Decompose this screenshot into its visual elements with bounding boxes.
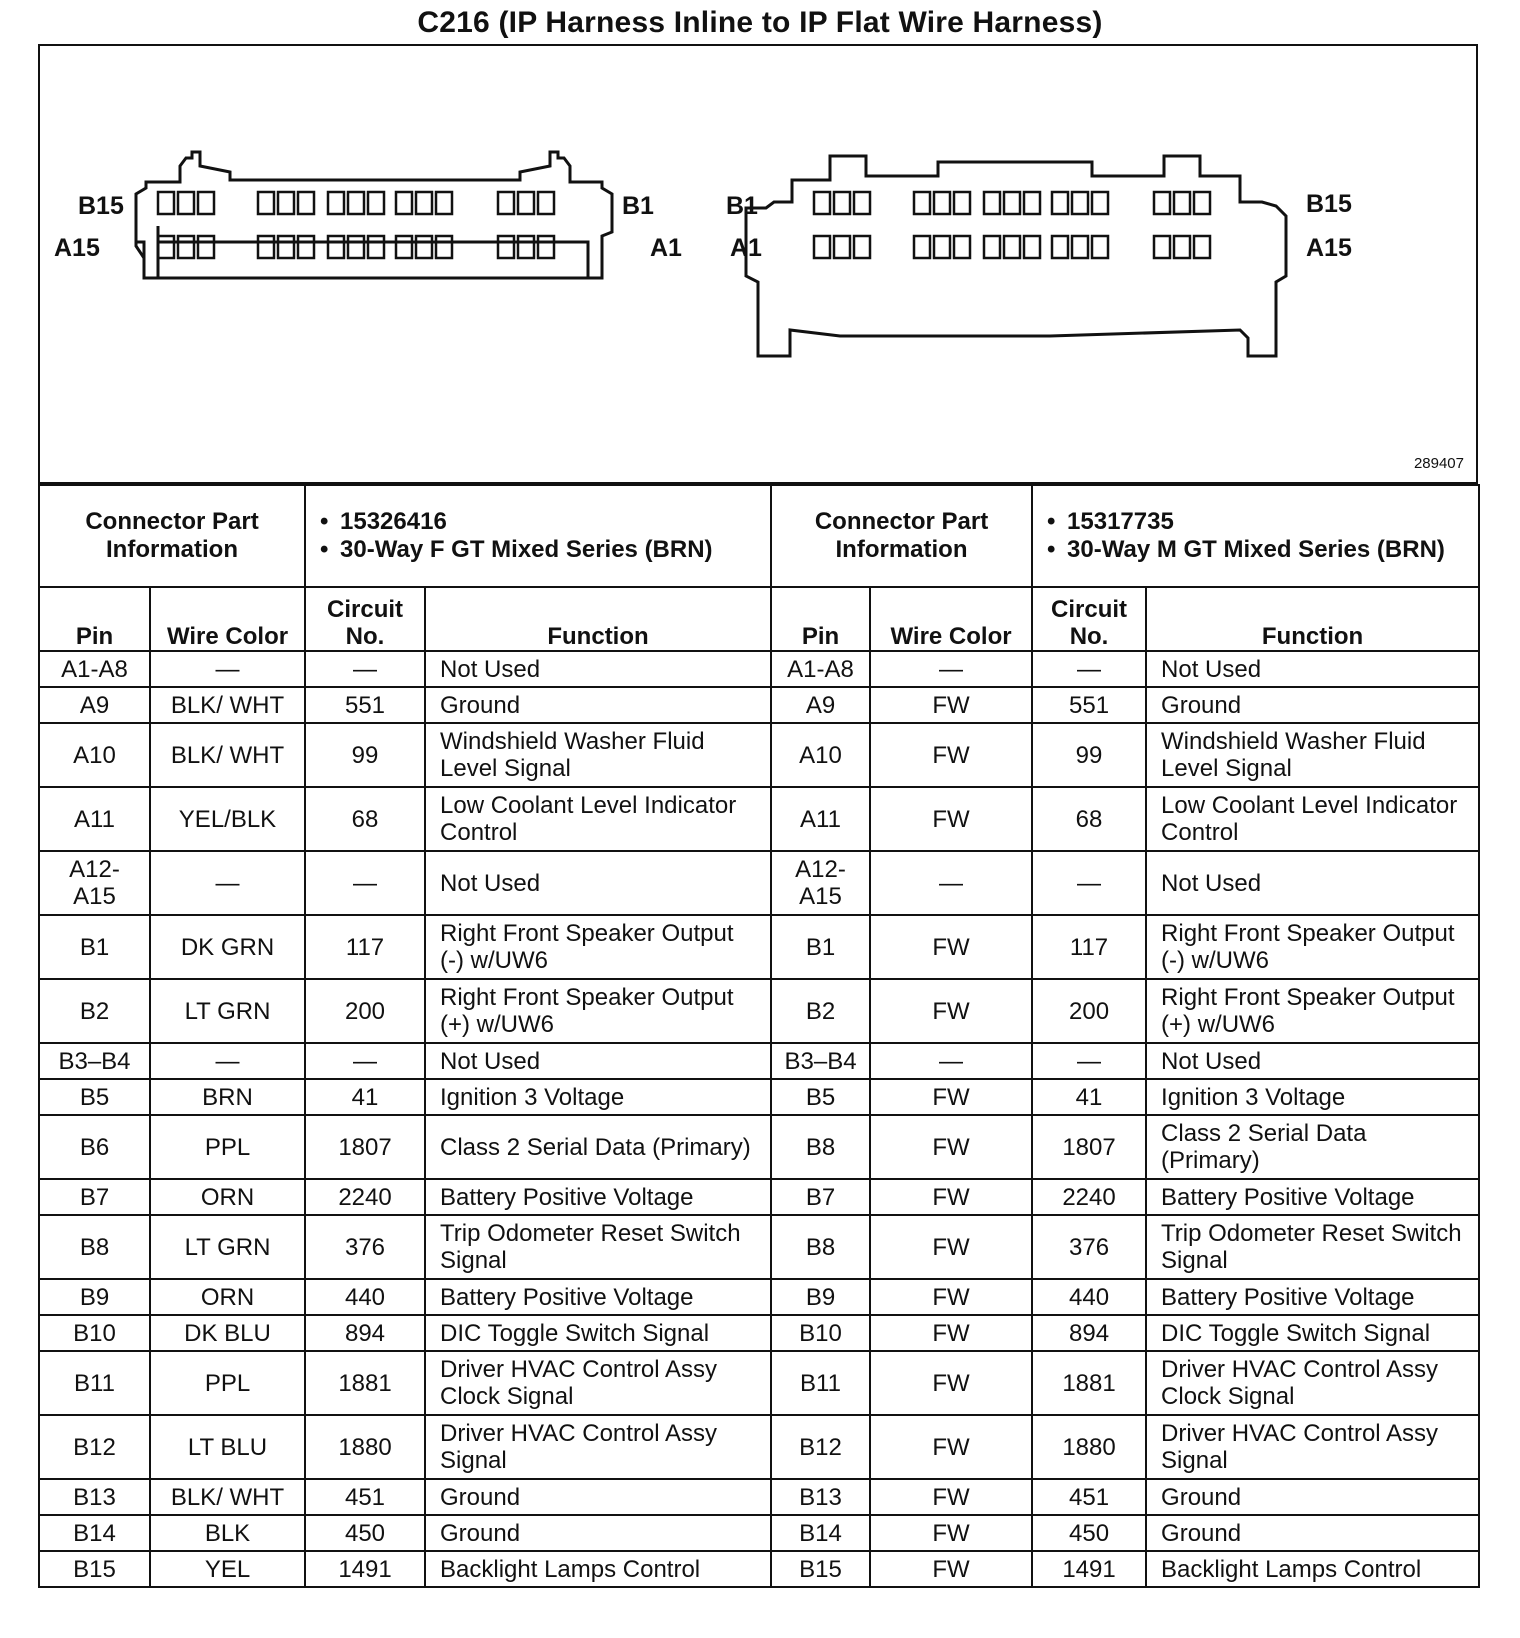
right-connector-cavities xyxy=(814,192,1210,258)
table-row xyxy=(39,651,1479,687)
right-pin-cell: A1-A8 xyxy=(771,651,870,687)
connector-cavity xyxy=(954,236,970,258)
right-function-cell: DIC Toggle Switch Signal xyxy=(1146,1315,1479,1351)
left-circuit-cell: 99 xyxy=(305,723,425,787)
connector-cavity xyxy=(934,236,950,258)
right-wire-color-cell: FW xyxy=(870,1215,1032,1279)
left-pin-cell: B2 xyxy=(39,979,150,1043)
left-function-cell: Windshield Washer Fluid Level Signal xyxy=(425,723,771,787)
left-wire-color-cell: ORN xyxy=(150,1179,305,1215)
left-function-cell: Ground xyxy=(425,687,771,723)
connector-cavity xyxy=(258,192,274,214)
connector-cavity xyxy=(984,192,1000,214)
right-wire-color-cell: — xyxy=(870,851,1032,915)
table-row xyxy=(39,1315,1479,1351)
left-wire-color-cell: LT BLU xyxy=(150,1415,305,1479)
right-function-cell: Ground xyxy=(1146,1479,1479,1515)
left-circuit-cell: 68 xyxy=(305,787,425,851)
right-pin-cell: B13 xyxy=(771,1479,870,1515)
table-row xyxy=(39,1115,1479,1179)
connector-cavity xyxy=(1154,236,1170,258)
table-row xyxy=(39,979,1479,1043)
connector-cavity xyxy=(1194,236,1210,258)
left-pin-cell: B6 xyxy=(39,1115,150,1179)
left-function-cell: Trip Odometer Reset Switch Signal xyxy=(425,1215,771,1279)
left-function-cell: Backlight Lamps Control xyxy=(425,1551,771,1587)
connector-cavity xyxy=(1052,236,1068,258)
connector-cavity xyxy=(1052,192,1068,214)
right-circuit-cell: 451 xyxy=(1032,1479,1146,1515)
right-function-cell: Not Used xyxy=(1146,651,1479,687)
right-function-cell: Windshield Washer Fluid Level Signal xyxy=(1146,723,1479,787)
left-pin-cell: B3–B4 xyxy=(39,1043,150,1079)
right-wire-color-cell: FW xyxy=(870,1515,1032,1551)
table-row xyxy=(39,1043,1479,1079)
left-wire-color-cell: DK BLU xyxy=(150,1315,305,1351)
right-wire-color-cell: FW xyxy=(870,1315,1032,1351)
right-label-a15: A15 xyxy=(1306,234,1352,262)
right-circuit-cell: — xyxy=(1032,651,1146,687)
left-function-cell: Not Used xyxy=(425,1043,771,1079)
connector-cavity xyxy=(348,192,364,214)
connector-cavity xyxy=(368,236,384,258)
right-wire-color-cell: — xyxy=(870,1043,1032,1079)
right-circuit-cell: 1880 xyxy=(1032,1415,1146,1479)
right-function-cell: Battery Positive Voltage xyxy=(1146,1279,1479,1315)
left-pin-cell: B13 xyxy=(39,1479,150,1515)
pinout-rows xyxy=(39,651,1479,1587)
left-wire-color-cell: YEL/BLK xyxy=(150,787,305,851)
right-pin-cell: B12 xyxy=(771,1415,870,1479)
left-circuit-cell: 440 xyxy=(305,1279,425,1315)
left-wire-color-cell: BLK/ WHT xyxy=(150,723,305,787)
right-function-cell: Class 2 Serial Data (Primary) xyxy=(1146,1115,1479,1179)
right-wire-color-cell: FW xyxy=(870,1179,1032,1215)
left-circuit-cell: 451 xyxy=(305,1479,425,1515)
left-wire-color-cell: LT GRN xyxy=(150,979,305,1043)
right-pin-cell: B15 xyxy=(771,1551,870,1587)
table-row xyxy=(39,687,1479,723)
right-circuit-cell: 117 xyxy=(1032,915,1146,979)
connector-cavity xyxy=(158,192,174,214)
left-function-cell: Not Used xyxy=(425,851,771,915)
right-pin-cell: B1 xyxy=(771,915,870,979)
right-circuit-cell: 1881 xyxy=(1032,1351,1146,1415)
right-pin-cell: A9 xyxy=(771,687,870,723)
left-circuit-cell: 894 xyxy=(305,1315,425,1351)
left-function-cell: DIC Toggle Switch Signal xyxy=(425,1315,771,1351)
right-wire-color-cell: FW xyxy=(870,1351,1032,1415)
right-pin-header: Pin xyxy=(771,587,870,651)
left-wire-color-cell: BLK xyxy=(150,1515,305,1551)
left-function-cell: Battery Positive Voltage xyxy=(425,1179,771,1215)
right-pin-cell: B10 xyxy=(771,1315,870,1351)
left-circuit-cell: — xyxy=(305,651,425,687)
left-pin-cell: B5 xyxy=(39,1079,150,1115)
left-pin-cell: A10 xyxy=(39,723,150,787)
left-wire-color-cell: BLK/ WHT xyxy=(150,687,305,723)
left-circuit-cell: 376 xyxy=(305,1215,425,1279)
right-circuit-cell: 41 xyxy=(1032,1079,1146,1115)
right-label-b1: B1 xyxy=(726,192,758,220)
right-circuit-cell: 551 xyxy=(1032,687,1146,723)
table-row xyxy=(39,1515,1479,1551)
right-wire-color-cell: FW xyxy=(870,979,1032,1043)
right-pin-cell: B8 xyxy=(771,1215,870,1279)
right-wire-color-cell: FW xyxy=(870,1415,1032,1479)
right-wire-color-cell: FW xyxy=(870,1079,1032,1115)
table-row xyxy=(39,915,1479,979)
connector-diagram xyxy=(38,44,1478,484)
left-wire-color-cell: BRN xyxy=(150,1079,305,1115)
right-pin-cell: B11 xyxy=(771,1351,870,1415)
right-wire-color-cell: FW xyxy=(870,1115,1032,1179)
connector-cavity xyxy=(298,192,314,214)
connector-cavity xyxy=(834,192,850,214)
connector-cavity xyxy=(278,192,294,214)
connector-info-row xyxy=(39,485,1479,587)
connector-cavity xyxy=(1024,192,1040,214)
connector-cavity xyxy=(1174,192,1190,214)
left-pin-cell: B11 xyxy=(39,1351,150,1415)
right-circuit-cell: 99 xyxy=(1032,723,1146,787)
right-function-cell: Trip Odometer Reset Switch Signal xyxy=(1146,1215,1479,1279)
connector-cavity xyxy=(1092,236,1108,258)
right-circuit-cell: 376 xyxy=(1032,1215,1146,1279)
left-circuit-cell: 551 xyxy=(305,687,425,723)
table-row xyxy=(39,1415,1479,1479)
left-wire-color-cell: — xyxy=(150,851,305,915)
connector-cavity xyxy=(198,192,214,214)
connector-cavity xyxy=(1024,236,1040,258)
table-row xyxy=(39,787,1479,851)
left-connector-info xyxy=(305,485,771,587)
right-function-cell: Driver HVAC Control Assy Clock Signal xyxy=(1146,1351,1479,1415)
connector-cavity xyxy=(416,192,432,214)
connector-cavity xyxy=(1194,192,1210,214)
connector-cavity xyxy=(178,236,194,258)
left-pin-cell: B9 xyxy=(39,1279,150,1315)
left-part-number: • 15326416 xyxy=(340,508,762,536)
left-pin-cell: B7 xyxy=(39,1179,150,1215)
right-wire-color-cell: — xyxy=(870,651,1032,687)
left-wire-color-cell: — xyxy=(150,651,305,687)
table-row xyxy=(39,1479,1479,1515)
connector-cavity xyxy=(914,192,930,214)
connector-cavity xyxy=(436,236,452,258)
connector-cavity xyxy=(1174,236,1190,258)
connector-cavity xyxy=(984,236,1000,258)
connector-cavity xyxy=(328,236,344,258)
right-pin-cell: B8 xyxy=(771,1115,870,1179)
pinout-table xyxy=(38,484,1480,1588)
connector-cavity xyxy=(1004,192,1020,214)
connector-cavity xyxy=(1072,236,1088,258)
connector-cavity xyxy=(518,236,534,258)
right-circuit-cell: 894 xyxy=(1032,1315,1146,1351)
table-row xyxy=(39,1551,1479,1587)
figure-reference-number: 289407 xyxy=(1413,455,1464,472)
connector-cavity xyxy=(368,192,384,214)
left-circuit-cell: 1881 xyxy=(305,1351,425,1415)
right-circuit-cell: — xyxy=(1032,851,1146,915)
table-row xyxy=(39,1179,1479,1215)
left-pin-cell: A12-A15 xyxy=(39,851,150,915)
right-connector-shape xyxy=(746,156,1286,356)
connector-cavity xyxy=(934,192,950,214)
column-header-row xyxy=(39,587,1479,651)
connector-cavity xyxy=(498,236,514,258)
connector-cavity xyxy=(298,236,314,258)
left-circuit-cell: 41 xyxy=(305,1079,425,1115)
connector-cavity xyxy=(1004,236,1020,258)
right-pin-cell: A10 xyxy=(771,723,870,787)
left-wire-color-cell: BLK/ WHT xyxy=(150,1479,305,1515)
left-function-cell: Right Front Speaker Output (+) w/UW6 xyxy=(425,979,771,1043)
right-function-cell: Driver HVAC Control Assy Signal xyxy=(1146,1415,1479,1479)
left-wire-color-cell: ORN xyxy=(150,1279,305,1315)
left-connector-info-label: Connector Part Information xyxy=(39,485,305,587)
left-circuit-cell: — xyxy=(305,1043,425,1079)
connector-cavity xyxy=(954,192,970,214)
left-wire-color-cell: YEL xyxy=(150,1551,305,1587)
left-circuit-cell: 117 xyxy=(305,915,425,979)
left-label-b1: B1 xyxy=(622,192,654,220)
right-wire-color-cell: FW xyxy=(870,687,1032,723)
right-wire-color-cell: FW xyxy=(870,723,1032,787)
right-connector-info xyxy=(1032,485,1479,587)
connector-cavity xyxy=(328,192,344,214)
table-row xyxy=(39,1079,1479,1115)
right-function-cell: Not Used xyxy=(1146,1043,1479,1079)
connector-cavity xyxy=(396,236,412,258)
left-circuit-cell: 200 xyxy=(305,979,425,1043)
right-circuit-cell: 2240 xyxy=(1032,1179,1146,1215)
right-pin-cell: B9 xyxy=(771,1279,870,1315)
left-pin-cell: A9 xyxy=(39,687,150,723)
right-function-header: Function xyxy=(1146,587,1479,651)
right-circuit-cell: 440 xyxy=(1032,1279,1146,1315)
left-function-cell: Right Front Speaker Output (-) w/UW6 xyxy=(425,915,771,979)
right-part-number: • 15317735 xyxy=(1067,508,1470,536)
right-function-cell: Ground xyxy=(1146,1515,1479,1551)
right-function-cell: Right Front Speaker Output (+) w/UW6 xyxy=(1146,979,1479,1043)
right-function-cell: Low Coolant Level Indicator Control xyxy=(1146,787,1479,851)
left-label-a1: A1 xyxy=(650,234,682,262)
right-connector-description: • 30-Way M GT Mixed Series (BRN) xyxy=(1067,536,1470,564)
right-wire-color-cell: FW xyxy=(870,1479,1032,1515)
right-pin-cell: B3–B4 xyxy=(771,1043,870,1079)
connector-cavity xyxy=(178,192,194,214)
connector-drawing xyxy=(40,46,1476,482)
right-pin-cell: A12-A15 xyxy=(771,851,870,915)
connector-cavity xyxy=(814,236,830,258)
right-pin-cell: B7 xyxy=(771,1179,870,1215)
left-pin-header: Pin xyxy=(39,587,150,651)
right-circuit-cell: 1807 xyxy=(1032,1115,1146,1179)
right-wire-color-cell: FW xyxy=(870,1551,1032,1587)
right-wire-color-cell: FW xyxy=(870,915,1032,979)
connector-cavity xyxy=(834,236,850,258)
left-label-b15: B15 xyxy=(78,192,124,220)
right-circuit-cell: 1491 xyxy=(1032,1551,1146,1587)
right-connector-info-label: Connector Part Information xyxy=(771,485,1032,587)
right-wire-color-header: Wire Color xyxy=(870,587,1032,651)
connector-cavity xyxy=(538,192,554,214)
left-function-header: Function xyxy=(425,587,771,651)
right-pin-cell: B14 xyxy=(771,1515,870,1551)
table-row xyxy=(39,1215,1479,1279)
connector-cavity xyxy=(348,236,364,258)
left-circuit-cell: 450 xyxy=(305,1515,425,1551)
left-function-cell: Low Coolant Level Indicator Control xyxy=(425,787,771,851)
connector-cavity xyxy=(436,192,452,214)
left-function-cell: Ignition 3 Voltage xyxy=(425,1079,771,1115)
right-pin-cell: A11 xyxy=(771,787,870,851)
page-title: C216 (IP Harness Inline to IP Flat Wire Harness) xyxy=(417,6,1103,39)
connector-cavity xyxy=(278,236,294,258)
left-circuit-cell: 1491 xyxy=(305,1551,425,1587)
left-function-cell: Driver HVAC Control Assy Signal xyxy=(425,1415,771,1479)
left-circuit-cell: 1880 xyxy=(305,1415,425,1479)
left-circuit-cell: — xyxy=(305,851,425,915)
right-function-cell: Not Used xyxy=(1146,851,1479,915)
connector-cavity xyxy=(814,192,830,214)
left-pin-cell: B14 xyxy=(39,1515,150,1551)
left-wire-color-cell: LT GRN xyxy=(150,1215,305,1279)
left-function-cell: Driver HVAC Control Assy Clock Signal xyxy=(425,1351,771,1415)
left-wire-color-cell: PPL xyxy=(150,1115,305,1179)
table-row xyxy=(39,1279,1479,1315)
right-circuit-header: Circuit No. xyxy=(1032,587,1146,651)
connector-cavity xyxy=(854,192,870,214)
left-pin-cell: B12 xyxy=(39,1415,150,1479)
right-function-cell: Battery Positive Voltage xyxy=(1146,1179,1479,1215)
right-function-cell: Backlight Lamps Control xyxy=(1146,1551,1479,1587)
table-row xyxy=(39,1351,1479,1415)
table-row xyxy=(39,723,1479,787)
left-function-cell: Battery Positive Voltage xyxy=(425,1279,771,1315)
left-pin-cell: B10 xyxy=(39,1315,150,1351)
left-wire-color-cell: PPL xyxy=(150,1351,305,1415)
connector-cavity xyxy=(258,236,274,258)
left-function-cell: Not Used xyxy=(425,651,771,687)
left-wire-color-cell: DK GRN xyxy=(150,915,305,979)
left-wire-color-cell: — xyxy=(150,1043,305,1079)
left-wire-color-header: Wire Color xyxy=(150,587,305,651)
right-function-cell: Ground xyxy=(1146,687,1479,723)
left-function-cell: Ground xyxy=(425,1515,771,1551)
right-circuit-cell: 200 xyxy=(1032,979,1146,1043)
right-circuit-cell: — xyxy=(1032,1043,1146,1079)
connector-cavity xyxy=(198,236,214,258)
left-pin-cell: A11 xyxy=(39,787,150,851)
right-label-b15: B15 xyxy=(1306,190,1352,218)
right-pin-cell: B2 xyxy=(771,979,870,1043)
left-connector-description: • 30-Way F GT Mixed Series (BRN) xyxy=(340,536,762,564)
right-wire-color-cell: FW xyxy=(870,1279,1032,1315)
right-function-cell: Right Front Speaker Output (-) w/UW6 xyxy=(1146,915,1479,979)
connector-cavity xyxy=(158,236,174,258)
right-wire-color-cell: FW xyxy=(870,787,1032,851)
left-circuit-cell: 2240 xyxy=(305,1179,425,1215)
connector-cavity xyxy=(396,192,412,214)
left-function-cell: Class 2 Serial Data (Primary) xyxy=(425,1115,771,1179)
right-function-cell: Ignition 3 Voltage xyxy=(1146,1079,1479,1115)
connector-cavity xyxy=(518,192,534,214)
right-label-a1: A1 xyxy=(730,234,762,262)
connector-cavity xyxy=(1092,192,1108,214)
right-circuit-cell: 450 xyxy=(1032,1515,1146,1551)
connector-cavity xyxy=(498,192,514,214)
left-pin-cell: B8 xyxy=(39,1215,150,1279)
left-circuit-header: Circuit No. xyxy=(305,587,425,651)
left-circuit-cell: 1807 xyxy=(305,1115,425,1179)
connector-cavity xyxy=(914,236,930,258)
left-pin-cell: B1 xyxy=(39,915,150,979)
left-label-a15: A15 xyxy=(54,234,100,262)
left-function-cell: Ground xyxy=(425,1479,771,1515)
connector-cavity xyxy=(1154,192,1170,214)
right-circuit-cell: 68 xyxy=(1032,787,1146,851)
connector-cavity xyxy=(1072,192,1088,214)
connector-cavity xyxy=(854,236,870,258)
left-pin-cell: B15 xyxy=(39,1551,150,1587)
right-pin-cell: B5 xyxy=(771,1079,870,1115)
left-connector-cavities xyxy=(158,192,554,258)
table-row xyxy=(39,851,1479,915)
connector-cavity xyxy=(538,236,554,258)
connector-cavity xyxy=(416,236,432,258)
left-pin-cell: A1-A8 xyxy=(39,651,150,687)
